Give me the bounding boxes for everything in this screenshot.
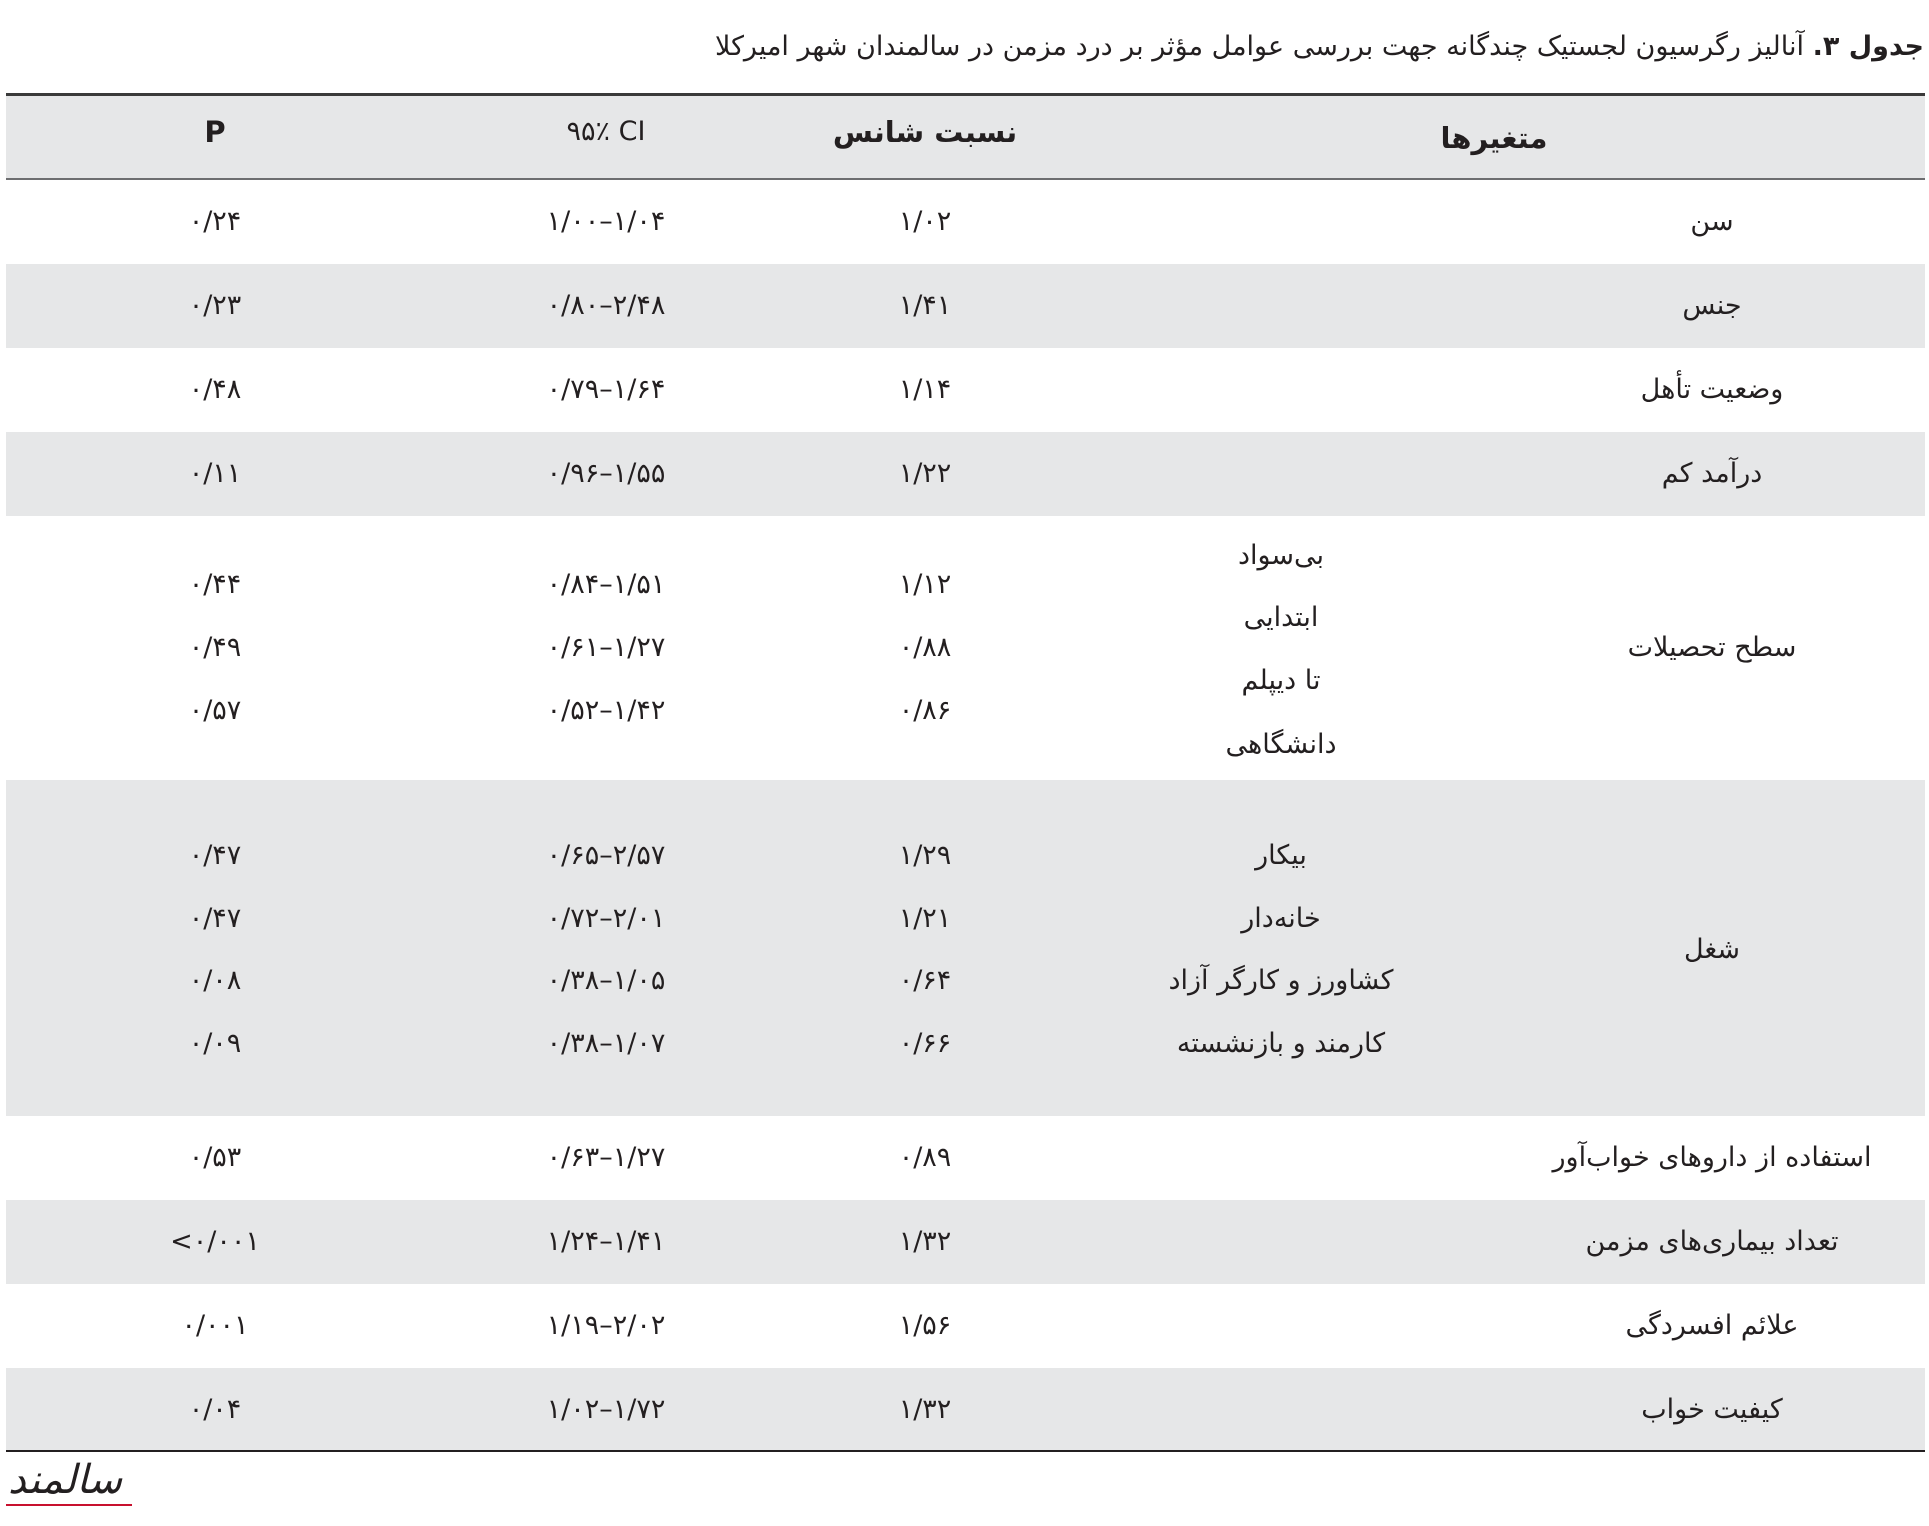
cell-variable: جنس xyxy=(1682,290,1742,321)
table-row xyxy=(6,1116,1925,1200)
cell-sub-label: تا دیپلم xyxy=(1241,665,1321,696)
cell-p: ۰/۴۷ xyxy=(188,840,242,871)
cell-odds-ratio: ۰/۶۶ xyxy=(898,1028,952,1059)
cell-ci: ۰/۷۹–۱/۶۴ xyxy=(546,374,666,405)
table-row xyxy=(6,1284,1925,1368)
cell-sub-label: بی‌سواد xyxy=(1237,540,1325,571)
cell-ci: ۰/۶۵–۲/۵۷ xyxy=(546,840,666,871)
caption-text: آنالیز رگرسیون لجستیک چندگانه جهت بررسی عوامل مؤثر بر درد مزمن در سالمندان شهر امیرکلا xyxy=(714,31,1804,62)
table-row xyxy=(6,1200,1925,1284)
cell-odds-ratio: ۰/۸۹ xyxy=(898,1142,952,1173)
cell-variable: سن xyxy=(1690,206,1734,237)
caption-label: جدول ۳. xyxy=(1812,31,1924,62)
cell-p: ۰/۰۹ xyxy=(188,1028,242,1059)
cell-odds-ratio: ۱/۰۲ xyxy=(898,206,952,237)
cell-variable: کیفیت خواب xyxy=(1641,1394,1783,1425)
cell-odds-ratio: ۱/۱۴ xyxy=(898,374,952,405)
cell-odds-ratio: ۰/۸۶ xyxy=(898,695,952,726)
cell-odds-ratio: ۱/۲۱ xyxy=(898,903,952,934)
cell-odds-ratio: ۱/۳۲ xyxy=(898,1394,952,1425)
table-row-education xyxy=(6,516,1925,780)
cell-odds-ratio: ۱/۲۹ xyxy=(898,840,952,871)
cell-variable: وضعیت تأهل xyxy=(1640,374,1784,405)
cell-ci: ۰/۹۶–۱/۵۵ xyxy=(546,458,666,489)
cell-ci: ۰/۸۴–۱/۵۱ xyxy=(546,569,666,600)
table-row xyxy=(6,348,1925,432)
journal-logo-underline xyxy=(6,1504,132,1506)
cell-odds-ratio: ۱/۱۲ xyxy=(898,569,952,600)
cell-variable: علائم افسردگی xyxy=(1625,1310,1799,1341)
cell-ci: ۱/۲۴–۱/۴۱ xyxy=(546,1226,666,1257)
cell-odds-ratio: ۰/۶۴ xyxy=(898,965,952,996)
cell-p: ۰/۲۴ xyxy=(188,206,242,237)
cell-p: ۰/۴۴ xyxy=(188,569,242,600)
cell-p: ۰/۲۳ xyxy=(188,290,242,321)
cell-p: ۰/۰۴ xyxy=(188,1394,242,1425)
cell-ci: ۰/۳۸–۱/۰۷ xyxy=(546,1028,666,1059)
cell-p: ۰/۴۷ xyxy=(188,903,242,934)
cell-p: ۰/۵۳ xyxy=(188,1142,242,1173)
table-row xyxy=(6,180,1925,264)
cell-odds-ratio: ۰/۸۸ xyxy=(898,632,952,663)
table-row-occupation xyxy=(6,780,1925,1116)
cell-odds-ratio: ۱/۵۶ xyxy=(898,1310,952,1341)
cell-sub-label: خانه‌دار xyxy=(1241,903,1321,934)
cell-p: <۰/۰۰۱ xyxy=(170,1226,260,1257)
cell-sub-label: بیکار xyxy=(1255,840,1307,871)
table-caption xyxy=(715,27,1924,67)
table-row xyxy=(6,1368,1925,1450)
cell-ci: ۰/۵۲–۱/۴۲ xyxy=(546,695,666,726)
table-row xyxy=(6,432,1925,516)
cell-ci: ۰/۷۲–۲/۰۱ xyxy=(546,903,666,934)
header-variables: متغیرها xyxy=(1440,121,1548,155)
cell-ci: ۱/۰۰–۱/۰۴ xyxy=(546,206,666,237)
cell-ci: ۰/۶۳–۱/۲۷ xyxy=(546,1142,666,1173)
table-row xyxy=(6,264,1925,348)
journal-logo: سالمند xyxy=(8,1457,123,1503)
cell-p: ۰/۴۸ xyxy=(188,374,242,405)
cell-variable: سطح تحصیلات xyxy=(1627,632,1797,663)
header-p: P xyxy=(204,115,226,149)
cell-odds-ratio: ۱/۳۲ xyxy=(898,1226,952,1257)
cell-sub-label: کشاورز و کارگر آزاد xyxy=(1168,965,1394,996)
cell-sub-label: کارمند و بازنشسته xyxy=(1176,1028,1386,1059)
cell-odds-ratio: ۱/۲۲ xyxy=(898,458,952,489)
cell-variable: درآمد کم xyxy=(1661,458,1763,489)
cell-p: ۰/۰۸ xyxy=(188,965,242,996)
table-header-row xyxy=(6,96,1925,180)
cell-variable: استفاده از داروهای خواب‌آور xyxy=(1552,1142,1872,1173)
cell-ci: ۱/۱۹–۲/۰۲ xyxy=(546,1310,666,1341)
cell-sub-label: ابتدایی xyxy=(1243,602,1319,633)
cell-p: ۰/۵۷ xyxy=(188,695,242,726)
cell-sub-label: دانشگاهی xyxy=(1225,729,1337,760)
cell-p: ۰/۱۱ xyxy=(188,458,242,489)
table-bottom-rule xyxy=(6,1450,1925,1452)
cell-ci: ۱/۰۲–۱/۷۲ xyxy=(546,1394,666,1425)
cell-variable: تعداد بیماری‌های مزمن xyxy=(1585,1226,1839,1257)
cell-variable: شغل xyxy=(1683,934,1741,965)
cell-p: ۰/۰۰۱ xyxy=(181,1310,249,1341)
cell-ci: ۰/۶۱–۱/۲۷ xyxy=(546,632,666,663)
header-odds-ratio: نسبت شانس xyxy=(832,115,1018,149)
cell-ci: ۰/۸۰–۲/۴۸ xyxy=(546,290,666,321)
cell-p: ۰/۴۹ xyxy=(188,632,242,663)
header-ci: ۹۵٪ CI xyxy=(566,116,646,147)
cell-ci: ۰/۳۸–۱/۰۵ xyxy=(546,965,666,996)
cell-odds-ratio: ۱/۴۱ xyxy=(898,290,952,321)
